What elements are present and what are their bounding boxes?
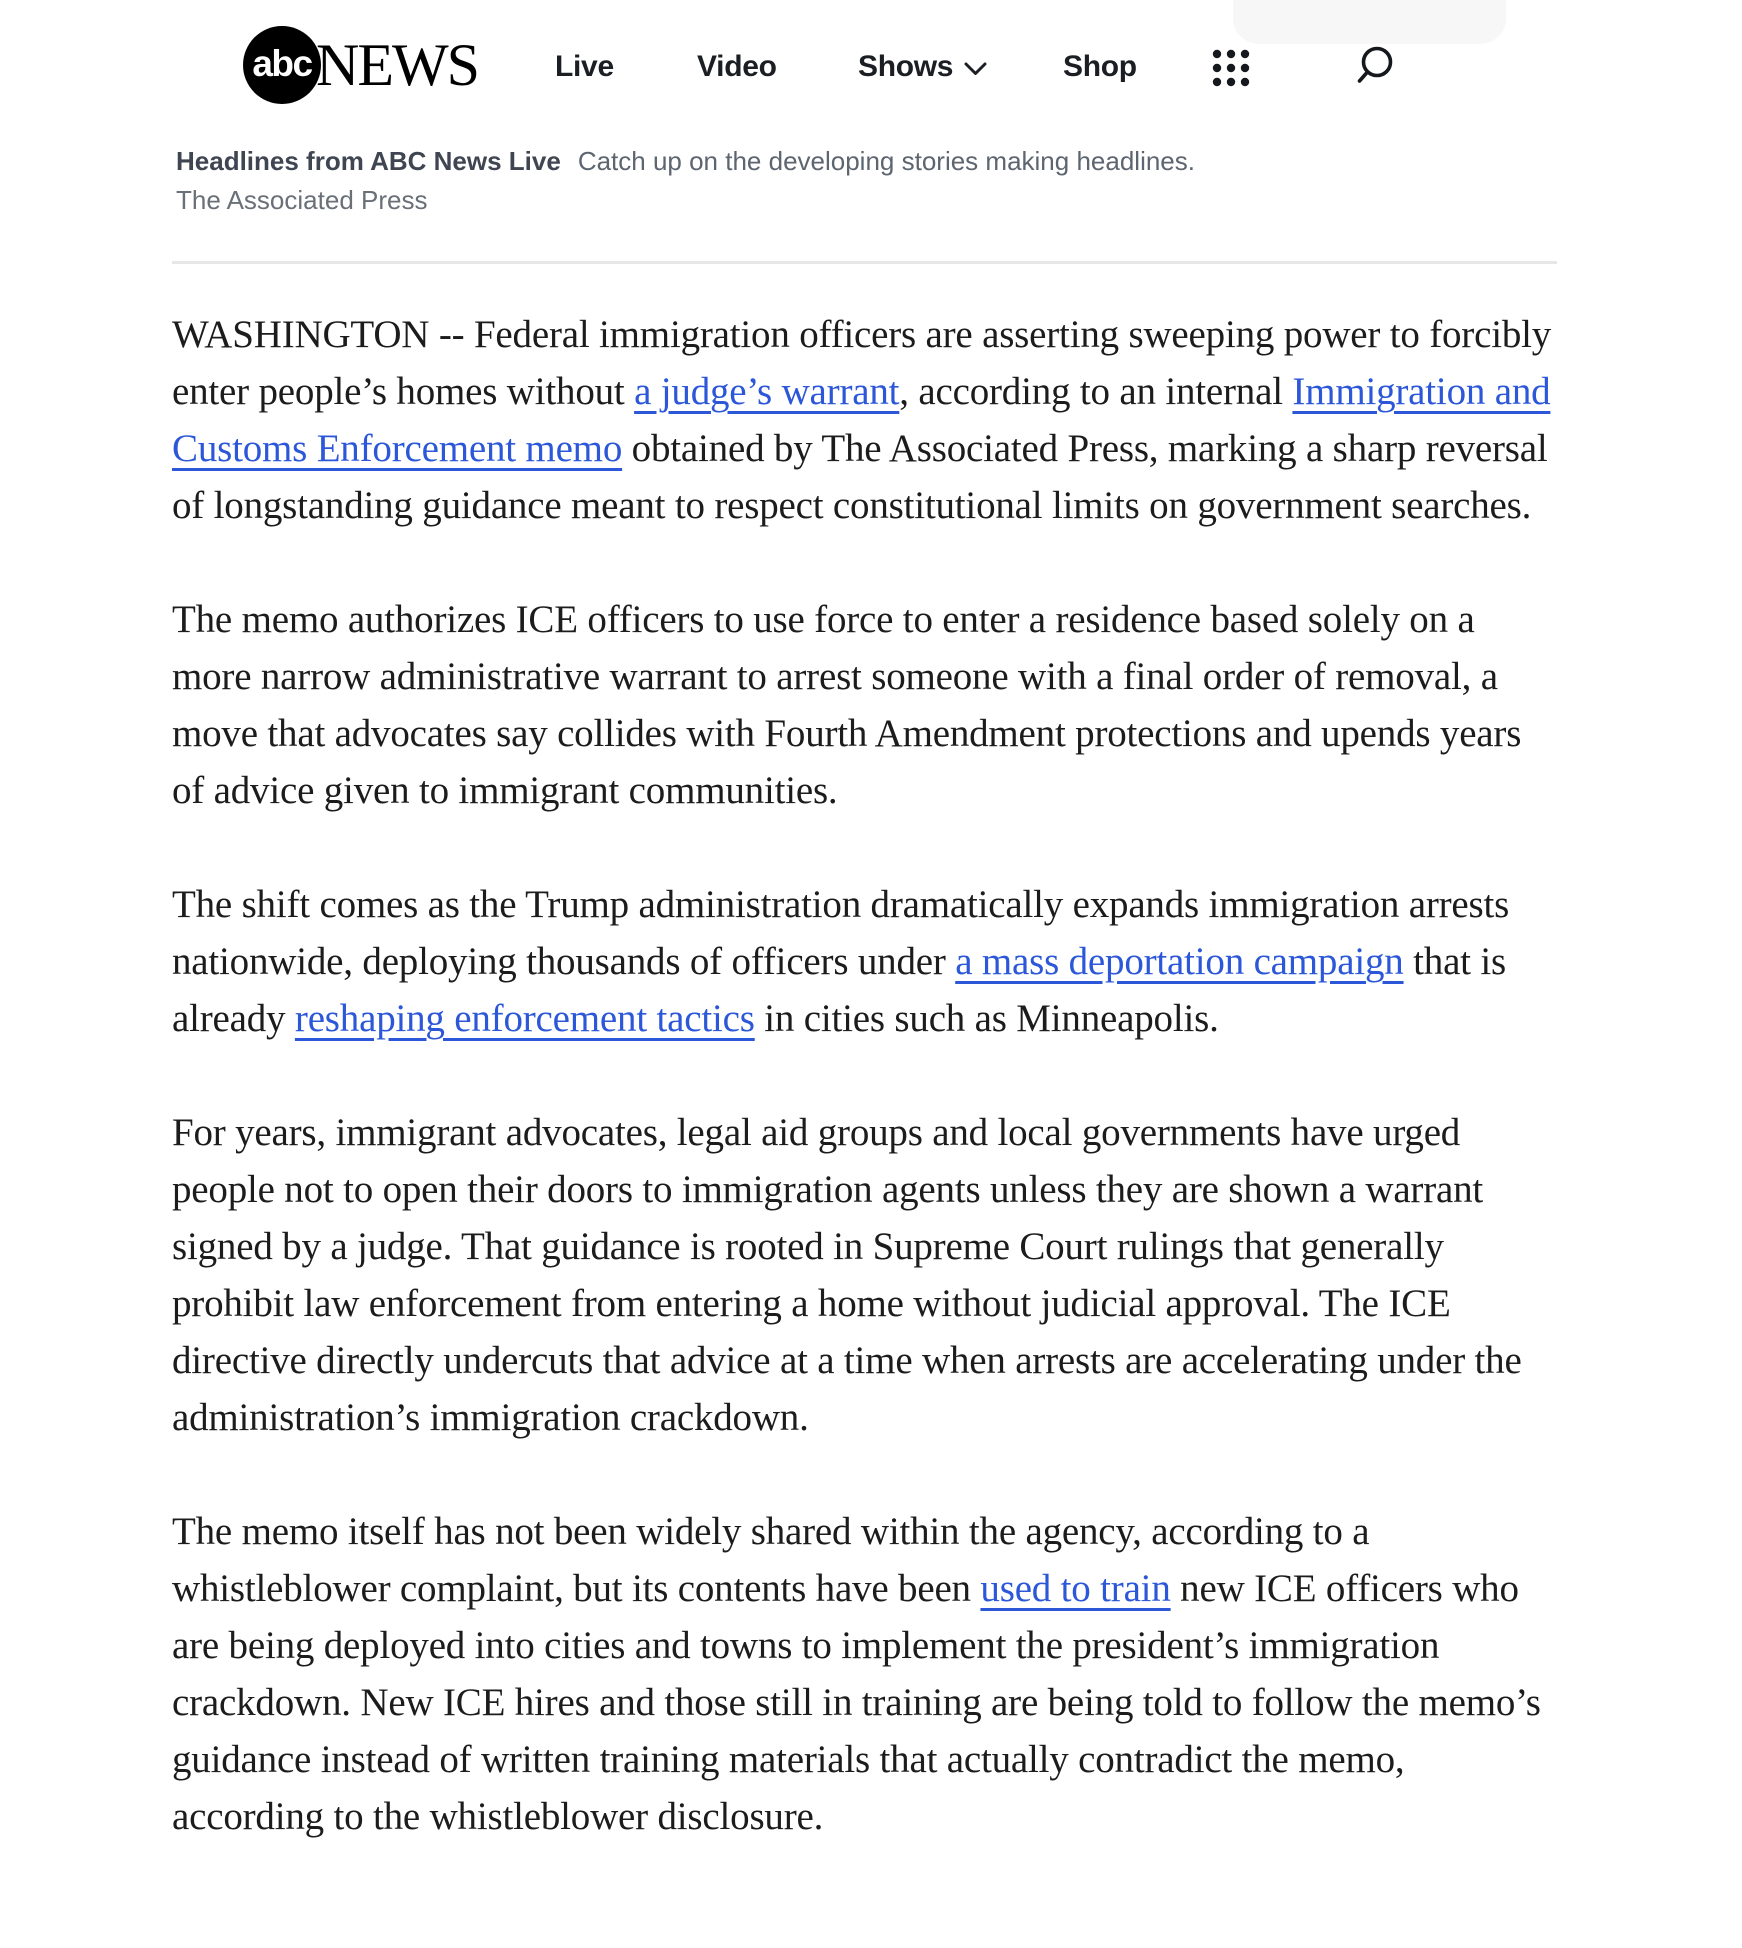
- apps-grid-icon: [1212, 49, 1250, 87]
- article-text: , according to an internal: [899, 370, 1293, 413]
- nav-item-video[interactable]: [697, 50, 777, 84]
- kicker-tagline: Catch up on the developing stories making headlines.: [577, 146, 1195, 176]
- nav-item-video-label: Video: [697, 50, 777, 83]
- article-link[interactable]: reshaping enforcement tactics: [294, 997, 755, 1040]
- apps-grid-button[interactable]: [1212, 49, 1250, 87]
- abc-logo-circle-icon: [243, 26, 321, 104]
- article-text: The shift comes as the Trump administration dramatically expands immigration arrests nationwide, deploying thousands of officers under: [172, 883, 1510, 983]
- article-paragraph: [172, 306, 1557, 534]
- nav-item-shows-label: Shows: [858, 50, 954, 83]
- article-text: The memo itself has not been widely shared within the agency, according to a whistleblower complaint, but its contents have been: [172, 1510, 1370, 1610]
- article-text: that is already: [172, 940, 1506, 1040]
- article-text: The memo authorizes ICE officers to use force to enter a residence based solely on a more narrow administrative warrant to arrest someone with a final order of removal, a move that advocates say collides with Fourth Amendment protections and upends years of advice given to immigrant communities.: [172, 598, 1522, 812]
- article-link[interactable]: used to train: [980, 1567, 1171, 1610]
- article-paragraph: [172, 1503, 1557, 1845]
- nav-item-live[interactable]: [555, 50, 614, 84]
- news-logo-text: NEWS: [316, 32, 478, 98]
- article-text: new ICE officers who are being deployed into cities and towns to implement the president’s immigration crackdown. New ICE hires and those still in training are being told to follow the memo’s guidance instead of written training materials that actually contradict the memo, according to the whistleblower disclosure.: [172, 1567, 1541, 1838]
- chevron-down-icon: [964, 62, 987, 76]
- article-text: For years, immigrant advocates, legal aid groups and local governments have urged people not to open their doors to immigration agents unless they are shown a warrant signed by a judge. That guidance is rooted in Supreme Court rulings that generally prohibit law enforcement from entering a home without judicial approval. The ICE directive directly undercuts that advice at a time when arrests are accelerating under the administration’s immigration crackdown.: [172, 1111, 1522, 1439]
- nav-item-live-label: Live: [555, 50, 614, 83]
- article-text: obtained by The Associated Press, marking a sharp reversal of longstanding guidance meant to respect constitutional limits on government searches.: [172, 427, 1548, 527]
- search-button[interactable]: [1350, 42, 1398, 90]
- article-paragraph: [172, 876, 1557, 1047]
- byline: The Associated Press: [176, 185, 428, 215]
- nav-item-shop[interactable]: [1063, 50, 1137, 84]
- search-icon: [1350, 42, 1398, 90]
- abc-logo-text: abc: [252, 42, 312, 84]
- nav-item-shows[interactable]: [858, 50, 987, 84]
- article-text: WASHINGTON -- Federal immigration officers are asserting sweeping power to forcibly enter people’s homes without: [172, 313, 1552, 413]
- article-paragraph: [172, 591, 1557, 819]
- article-kicker: [176, 146, 1742, 214]
- article-paragraph: [172, 1104, 1557, 1446]
- kicker-title[interactable]: Headlines from ABC News Live: [176, 146, 561, 176]
- article-link[interactable]: Immigration and Customs Enforcement memo: [172, 370, 1551, 470]
- article-body: [172, 261, 1557, 1845]
- dismissed-banner-remnant: [1233, 0, 1506, 44]
- article-link[interactable]: a judge’s warrant: [634, 370, 900, 413]
- top-navigation-bar: [0, 0, 1742, 112]
- abc-news-logo[interactable]: [243, 26, 478, 104]
- nav-item-shop-label: Shop: [1063, 50, 1137, 83]
- article-link[interactable]: a mass deportation campaign: [955, 940, 1404, 983]
- article-text: in cities such as Minneapolis.: [754, 997, 1219, 1040]
